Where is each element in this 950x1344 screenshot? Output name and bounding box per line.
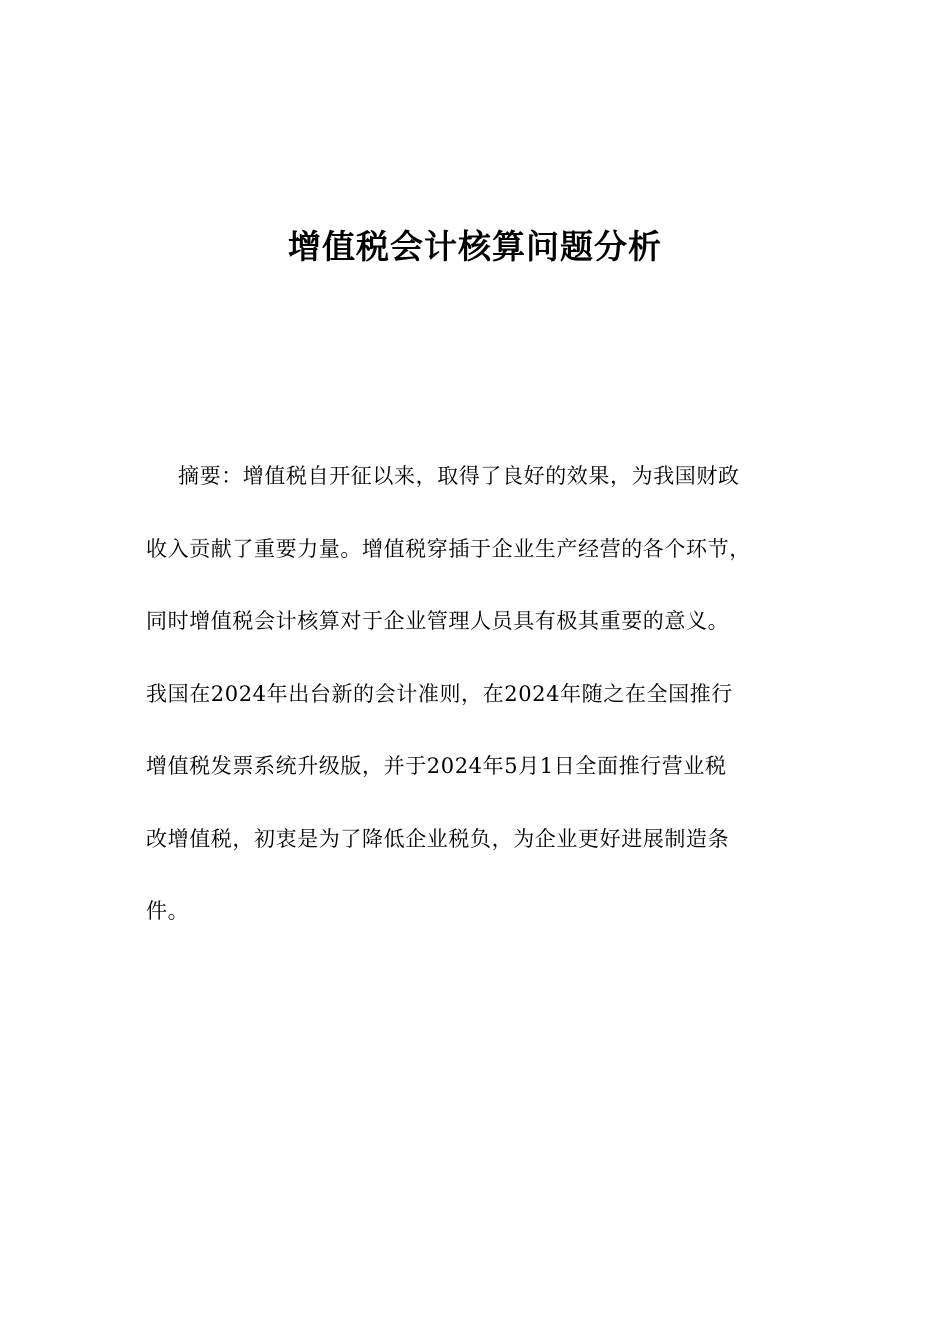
abstract-paragraph	[146, 458, 826, 966]
abstract-line: 件。	[146, 899, 190, 923]
abstract-line: 增值税发票系统升级版，并于2024年5月1日全面推行营业税	[146, 754, 727, 778]
document-title: 增值税会计核算问题分析	[288, 227, 662, 266]
abstract-line: 同时增值税会计核算对于企业管理人员具有极其重要的意义。	[146, 609, 730, 633]
abstract-line: 摘要：增值税自开征以来，取得了良好的效果，为我国财政	[178, 464, 740, 488]
abstract-line: 我国在2024年出台新的会计准则，在2024年随之在全国推行	[146, 681, 733, 706]
abstract-line: 改增值税，初衷是为了降低企业税负，为企业更好进展制造条	[146, 826, 730, 851]
abstract-line: 收入贡献了重要力量。增值税穿插于企业生产经营的各个环节，	[146, 536, 751, 561]
